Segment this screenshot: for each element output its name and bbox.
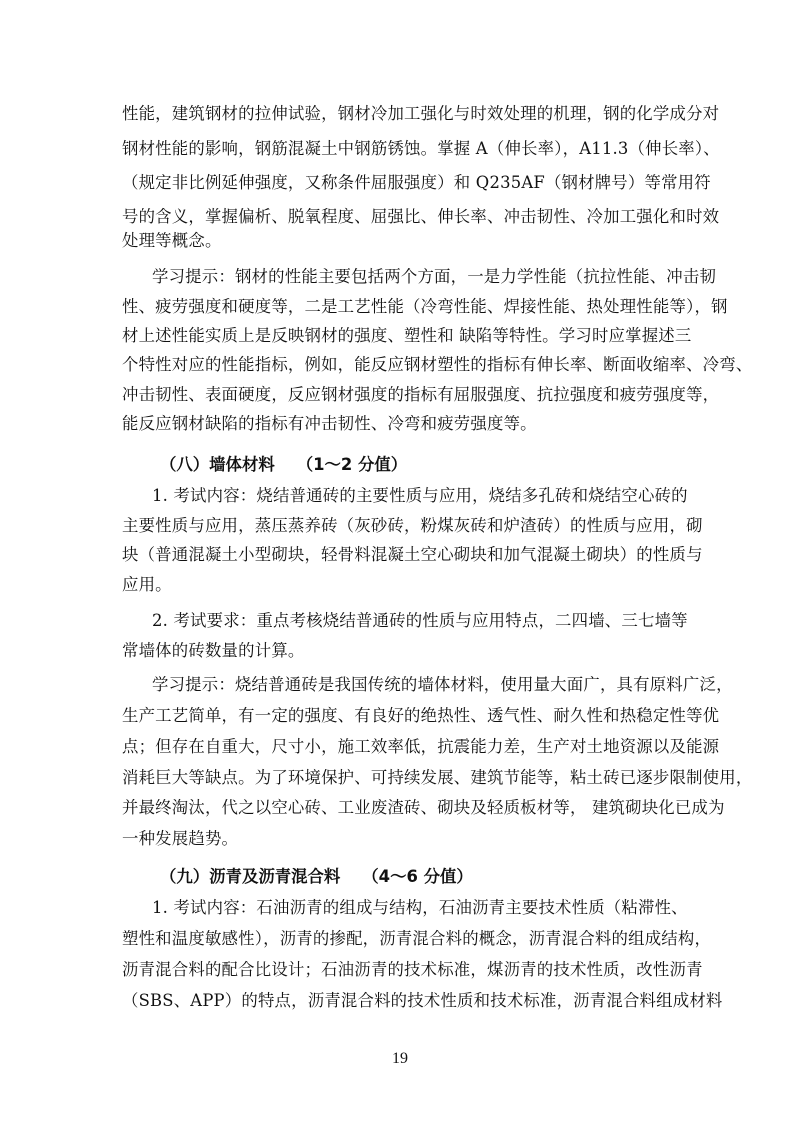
paragraph-line: 2. 考试要求：重点考核烧结普通砖的性质与应用特点，二四墙、三七墙等 [152,611,688,630]
paragraph-line: 点；但存在自重大，尺寸小，施工效率低，抗震能力差，生产对土地资源以及能源 [122,737,720,756]
paragraph-line: 学习提示：烧结普通砖是我国传统的墙体材料，使用量大面广，具有原料广泛， [152,675,733,694]
paragraph-line: 主要性质与应用，蒸压蒸养砖（灰砂砖，粉煤灰砖和炉渣砖）的性质与应用，砌 [122,516,703,535]
paragraph-line: 材上述性能实质上是反映钢材的强度、塑性和 缺陷等特性。学习时应掌握述三 [122,326,692,345]
paragraph-line: 常墙体的砖数量的计算。 [122,641,305,660]
paragraph-line: 能反应钢材缺陷的指标有冲击韧性、冷弯和疲劳强度等。 [122,414,537,433]
paragraph-line: 并最终淘汰，代之以空心砖、工业废渣砖、砌块及轻质板材等， 建筑砌块化已成为 [122,798,725,817]
paragraph-line: 性、疲劳强度和硬度等，二是工艺性能（冷弯性能、焊接性能、热处理性能等），钢 [122,297,728,316]
paragraph-line: 处理等概念。 [122,231,222,250]
section-heading-asphalt [160,867,473,887]
paragraph-line: 1. 考试内容：烧结普通砖的主要性质与应用，烧结多孔砖和烧结空心砖的 [152,486,688,505]
paragraph-line: 一种发展趋势。 [122,829,239,848]
paragraph-line: 沥青混合料的配合比设计；石油沥青的技术标准，煤沥青的技术性质，改性沥青 [122,960,703,979]
section-heading-wall-materials [160,455,407,475]
paragraph-line: 块（普通混凝土小型砌块，轻骨料混凝土空心砌块和加气混凝土砌块）的性质与 [122,545,703,564]
paragraph-line: 生产工艺简单，有一定的强度、有良好的绝热性、透气性、耐久性和热稳定性等优 [122,706,720,725]
paragraph-line: 个特性对应的性能指标，例如，能反应钢材塑性的指标有伸长率、断面收缩率、冷弯、 [122,355,753,374]
paragraph-line: 应用。 [122,575,172,594]
paragraph-line: 号的含义，掌握偏析、脱氧程度、屈强比、伸长率、冲击韧性、冷加工强化和时效 [122,207,720,226]
paragraph-line: 性能，建筑钢材的拉伸试验，钢材冷加工强化与时效处理的机理，钢的化学成分对 [122,104,720,123]
paragraph-line: 1. 考试内容：石油沥青的组成与结构，石油沥青主要技术性质（粘滞性、 [152,898,688,917]
section-heading-score: （4～6 分值） [362,867,473,886]
paragraph-line: （SBS、APP）的特点，沥青混合料的技术性质和技术标准，沥青混合料组成材料 [122,991,723,1010]
paragraph-line: 消耗巨大等缺点。为了环境保护、可持续发展、建筑节能等，粘土砖已逐步限制使用， [122,768,753,787]
paragraph-line: 塑性和温度敏感性），沥青的掺配，沥青混合料的概念，沥青混合料的组成结构， [122,929,712,948]
section-heading-title: （九）沥青及沥青混合料 [160,867,341,886]
paragraph-line: （规定非比例延伸强度，又称条件屈服强度）和 Q235AF（钢材牌号）等常用符 [122,173,711,192]
section-heading-title: （八）墙体材料 [160,455,275,474]
paragraph-line: 钢材性能的影响，钢筋混凝土中钢筋锈蚀。掌握 A（伸长率），A11.3（伸长率）、 [122,139,720,158]
section-heading-score: （1～2 分值） [296,455,408,474]
paragraph-line: 学习提示：钢材的性能主要包括两个方面，一是力学性能（抗拉性能、冲击韧 [152,267,717,286]
page-number: 19 [392,1050,408,1067]
paragraph-line: 冲击韧性、表面硬度，反应钢材强度的指标有屈服强度、抗拉强度和疲劳强度等， [122,385,720,404]
